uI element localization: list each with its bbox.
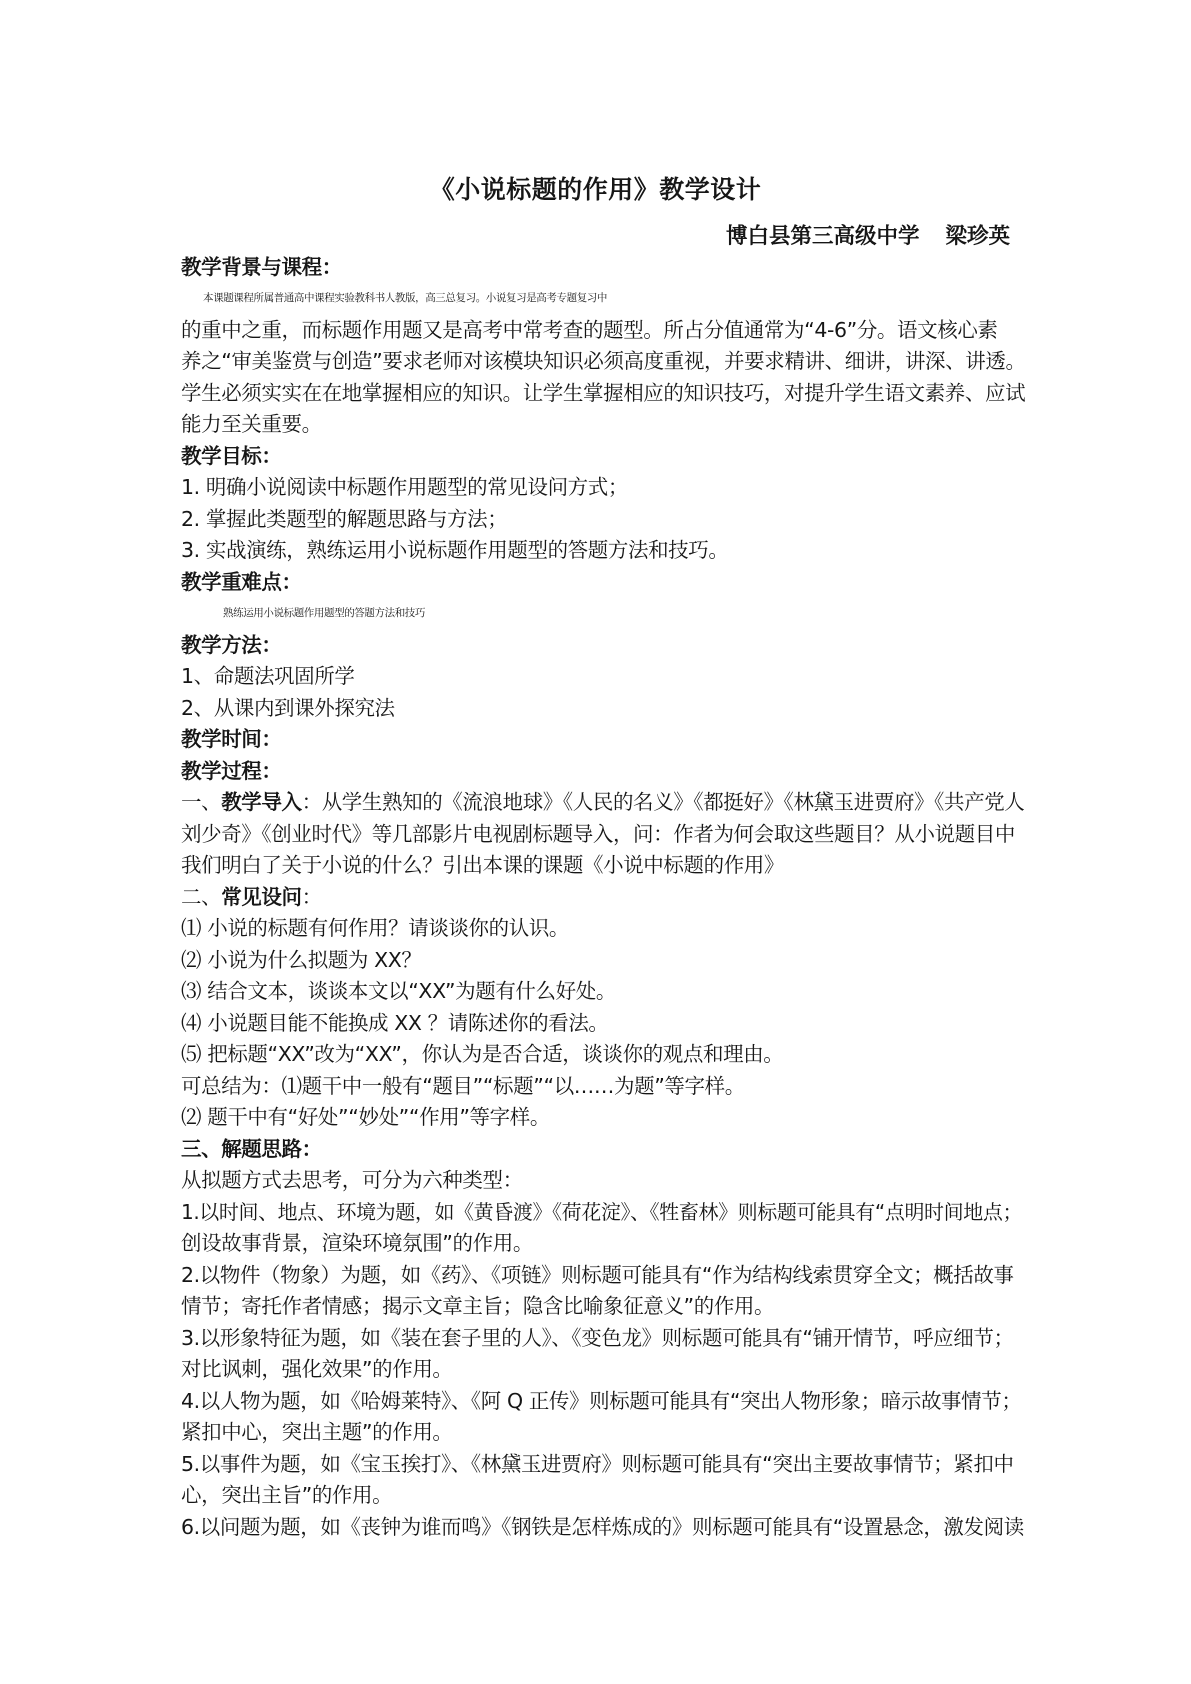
paragraph-line: ⑵ 题干中有“好处”“妙处”“作用”等字样。: [181, 1105, 550, 1129]
list-item: 4.以人物为题，如《哈姆莱特》、《阿 Q 正传》则标题可能具有“突出人物形象；暗示故事情节；: [181, 1389, 1022, 1413]
questions-colon: ：: [301, 885, 322, 909]
list-item: 5.以事件为题，如《宝玉挨打》、《林黛玉进贾府》则标题可能具有“突出主要故事情节；紧扣中: [181, 1452, 1014, 1476]
list-item: ⑵ 小说为什么拟题为 XX？: [181, 948, 422, 972]
author-name: 梁珍英: [945, 224, 1010, 249]
list-item: 3. 实战演练，熟练运用小说标题作用题型的答题方法和技巧。: [181, 538, 729, 562]
list-item: ⑴ 小说的标题有何作用？请谈谈你的认识。: [181, 916, 570, 940]
section-heading-key-points: 教学重难点：: [181, 570, 302, 594]
paragraph-line: 养之“审美鉴赏与创造”要求老师对该模块知识必须高度重视，并要求精讲、细讲，讲深、讲透。: [181, 349, 1026, 373]
list-item: ⑷ 小说题目能不能换成 XX ？请陈述你的看法。: [181, 1011, 609, 1035]
list-item: 2. 掌握此类题型的解题思路与方法；: [181, 507, 508, 531]
paragraph-line: 刘少奇》《创业时代》等几部影片电视剧标题导入，问：作者为何会取这些题目？从小说题目中: [181, 822, 1015, 846]
section-heading-time: 教学时间：: [181, 727, 282, 751]
paragraph-line: 可总结为：⑴题干中一般有“题目”“标题”“以……为题”等字样。: [181, 1074, 745, 1098]
intro-text: ：从学生熟知的《流浪地球》《人民的名义》《都挺好》《林黛玉进贾府》《共产党人: [301, 790, 1025, 814]
list-item: 1. 明确小说阅读中标题作用题型的常见设问方式；: [181, 475, 628, 499]
paragraph-line: 我们明白了关于小说的什么？引出本课的课题《小说中标题的作用》: [181, 853, 784, 877]
section-heading-goals: 教学目标：: [181, 444, 282, 468]
paragraph-line: 对比讽刺，强化效果”的作用。: [181, 1357, 453, 1381]
section-heading-background: 教学背景与课程：: [181, 255, 342, 279]
list-item: 3.以形象特征为题，如《装在套子里的人》、《变色龙》则标题可能具有“铺开情节，呼应细节；: [181, 1326, 1014, 1350]
list-item: 1、命题法巩固所学: [181, 664, 355, 688]
section-heading-process: 教学过程：: [181, 759, 282, 783]
intro-prefix: 一、: [181, 790, 222, 814]
paragraph-line: 创设故事背景，渲染环境氛围”的作用。: [181, 1231, 533, 1255]
paragraph-line: 的重中之重，而标题作用题又是高考中常考查的题型。所占分值通常为“4-6”分。语文核心素: [181, 318, 998, 342]
intro-label: 教学导入: [221, 790, 302, 814]
school-name: 博白县第三高级中学: [725, 224, 920, 249]
list-item: 2.以物件（物象）为题，如《药》、《项链》则标题可能具有“作为结构线索贯穿全文；概括故事: [181, 1263, 1014, 1287]
list-item: 2、从课内到课外探究法: [181, 696, 395, 720]
paragraph-line: 能力至关重要。: [181, 412, 322, 436]
paragraph-line: 情节；寄托作者情感；揭示文章主旨；隐含比喻象征意义”的作用。: [181, 1294, 775, 1318]
paragraph-line: 学生必须实实在在地掌握相应的知识。让学生掌握相应的知识技巧，对提升学生语文素养、应试: [181, 381, 1026, 405]
paragraph-line: 心，突出主旨”的作用。: [181, 1483, 393, 1507]
list-item: ⑶ 结合文本，谈谈本文以“XX”为题有什么好处。: [181, 979, 616, 1003]
paragraph-line: 本课题课程所属普通高中课程实验教科书人教版，高三总复习。小说复习是高考专题复习中: [203, 292, 607, 304]
list-item: ⑸ 把标题“XX”改为“XX”，你认为是否合适，谈谈你的观点和理由。: [181, 1042, 784, 1066]
questions-label: 常见设问: [221, 885, 302, 909]
paragraph-line: [181, 882, 1026, 912]
questions-prefix: 二、: [181, 885, 222, 909]
paragraph-line: 熟练运用小说标题作用题型的答题方法和技巧: [223, 607, 425, 619]
author-line: [726, 220, 1010, 254]
document-title: 《小说标题的作用》教学设计: [429, 175, 762, 204]
section-heading-methods: 教学方法：: [181, 633, 282, 657]
paragraph-line: 紧扣中心，突出主题”的作用。: [181, 1420, 453, 1444]
section-heading-approach: 三、解题思路：: [181, 1137, 322, 1161]
list-item: 6.以问题为题，如《丧钟为谁而鸣》《钢铁是怎样炼成的》则标题可能具有“设置悬念，激发阅读: [181, 1515, 1024, 1539]
paragraph-line: 从拟题方式去思考，可分为六种类型：: [181, 1168, 523, 1192]
paragraph-line: [181, 787, 1026, 817]
list-item: 1.以时间、地点、环境为题，如《黄昏渡》《荷花淀》、《牲畜林》则标题可能具有“点明时间地点；: [181, 1200, 1023, 1224]
